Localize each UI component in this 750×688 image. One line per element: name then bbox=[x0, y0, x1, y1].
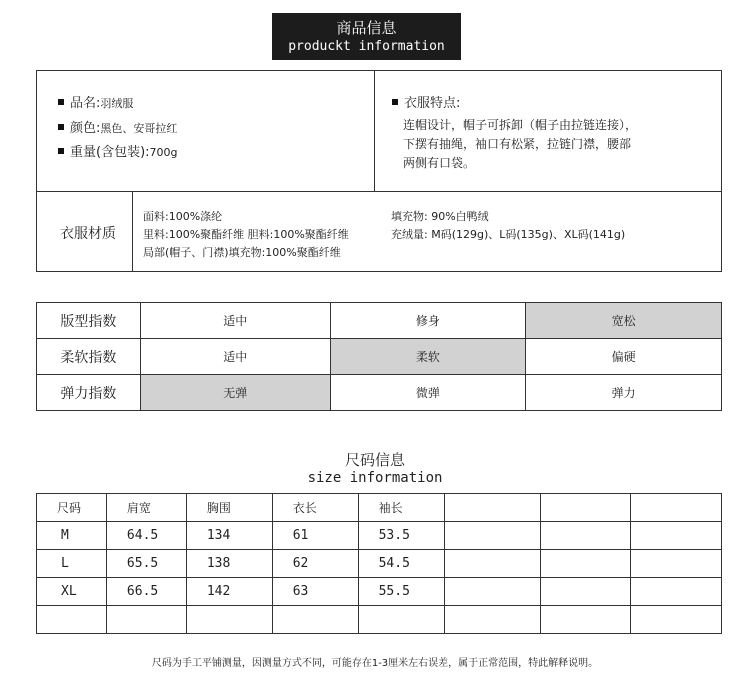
material-line: 充绒量: M码(129g)、L码(135g)、XL码(141g) bbox=[391, 228, 626, 241]
bullet-icon bbox=[392, 99, 398, 105]
size-cell: M bbox=[37, 522, 107, 550]
header-title-zh: 商品信息 bbox=[336, 19, 397, 37]
size-cell bbox=[272, 606, 358, 634]
size-cell: 66.5 bbox=[106, 578, 186, 606]
size-cell: 53.5 bbox=[358, 522, 444, 550]
index-option: 弹力 bbox=[526, 375, 722, 411]
size-cell: 63 bbox=[272, 578, 358, 606]
item-weight-value: 700g bbox=[149, 146, 178, 159]
item-color-value: 黑色、安哥拉红 bbox=[100, 122, 178, 135]
header-cell: 衣长 bbox=[272, 494, 358, 522]
features-label: 衣服特点: bbox=[404, 96, 461, 111]
bullet-icon bbox=[58, 99, 64, 105]
index-option: 微弹 bbox=[330, 375, 526, 411]
size-cell: 142 bbox=[186, 578, 272, 606]
item-color-label: 颜色: bbox=[70, 121, 101, 136]
features-line: 下摆有抽绳，袖口有松紧，拉链门襟，腰部 bbox=[403, 137, 632, 151]
index-option: 偏硬 bbox=[526, 339, 722, 375]
header-cell bbox=[631, 494, 722, 522]
fit-index-table bbox=[36, 302, 722, 411]
size-cell bbox=[631, 578, 722, 606]
index-option-selected: 柔软 bbox=[330, 339, 526, 375]
index-label: 柔软指数 bbox=[37, 339, 141, 375]
size-cell: 134 bbox=[186, 522, 272, 550]
size-cell bbox=[186, 606, 272, 634]
size-cell: 61 bbox=[272, 522, 358, 550]
size-cell: L bbox=[37, 550, 107, 578]
index-option: 修身 bbox=[330, 303, 526, 339]
index-option-selected: 无弹 bbox=[140, 375, 330, 411]
header-cell: 袖长 bbox=[358, 494, 444, 522]
size-cell bbox=[631, 550, 722, 578]
table-row bbox=[37, 339, 722, 375]
size-cell: 54.5 bbox=[358, 550, 444, 578]
bullet-icon bbox=[58, 148, 64, 154]
table-row bbox=[37, 550, 722, 578]
item-name bbox=[58, 96, 133, 112]
item-name-value: 羽绒服 bbox=[100, 97, 134, 110]
size-cell bbox=[106, 606, 186, 634]
index-option: 适中 bbox=[140, 339, 330, 375]
index-label: 弹力指数 bbox=[37, 375, 141, 411]
size-cell: 62 bbox=[272, 550, 358, 578]
item-weight-label: 重量(含包装): bbox=[70, 145, 150, 160]
divider-vertical bbox=[374, 70, 375, 192]
size-cell bbox=[541, 578, 631, 606]
size-cell bbox=[444, 578, 541, 606]
bullet-icon bbox=[58, 124, 64, 130]
size-cell: XL bbox=[37, 578, 107, 606]
size-cell bbox=[631, 606, 722, 634]
size-title-zh: 尺码信息 bbox=[344, 451, 405, 469]
header-cell: 尺码 bbox=[37, 494, 107, 522]
size-table bbox=[36, 493, 722, 634]
size-cell bbox=[541, 522, 631, 550]
table-row bbox=[37, 606, 722, 634]
header-cell: 胸围 bbox=[186, 494, 272, 522]
table-row bbox=[37, 522, 722, 550]
size-cell bbox=[631, 522, 722, 550]
material-line: 填充物: 90%白鸭绒 bbox=[391, 210, 489, 223]
section-header-product-info bbox=[272, 13, 461, 60]
header-title-en: produckt information bbox=[288, 39, 445, 54]
material-line: 面料:100%涤纶 bbox=[143, 210, 223, 223]
item-weight bbox=[58, 145, 178, 161]
size-cell: 55.5 bbox=[358, 578, 444, 606]
size-title-en: size information bbox=[307, 470, 443, 486]
header-cell bbox=[541, 494, 631, 522]
size-cell bbox=[37, 606, 107, 634]
size-cell: 64.5 bbox=[106, 522, 186, 550]
item-name-label: 品名: bbox=[70, 96, 101, 111]
table-row bbox=[37, 375, 722, 411]
size-cell bbox=[541, 606, 631, 634]
size-cell: 65.5 bbox=[106, 550, 186, 578]
header-cell: 肩宽 bbox=[106, 494, 186, 522]
size-cell bbox=[444, 606, 541, 634]
size-cell: 138 bbox=[186, 550, 272, 578]
size-cell bbox=[358, 606, 444, 634]
features-line: 两侧有口袋。 bbox=[403, 156, 476, 170]
divider-material bbox=[132, 191, 133, 272]
index-option-selected: 宽松 bbox=[526, 303, 722, 339]
index-option: 适中 bbox=[140, 303, 330, 339]
material-line: 局部(帽子、门襟)填充物:100%聚酯纤维 bbox=[143, 246, 341, 259]
size-cell bbox=[444, 522, 541, 550]
features-heading bbox=[392, 96, 460, 112]
index-label: 版型指数 bbox=[37, 303, 141, 339]
table-header-row bbox=[37, 494, 722, 522]
table-row bbox=[37, 303, 722, 339]
features-line: 连帽设计，帽子可拆卸（帽子由拉链连接）， bbox=[403, 118, 638, 132]
size-note: 尺码为手工平铺测量，因测量方式不同，可能存在1-3厘米左右误差，属于正常范围，特此解释说明。 bbox=[151, 658, 599, 669]
size-cell bbox=[444, 550, 541, 578]
table-row bbox=[37, 578, 722, 606]
item-color bbox=[58, 121, 177, 137]
material-label: 衣服材质 bbox=[60, 226, 116, 242]
size-cell bbox=[541, 550, 631, 578]
material-line: 里料:100%聚酯纤维 胆料:100%聚酯纤维 bbox=[143, 228, 349, 241]
header-cell bbox=[444, 494, 541, 522]
divider-horizontal bbox=[36, 191, 722, 192]
